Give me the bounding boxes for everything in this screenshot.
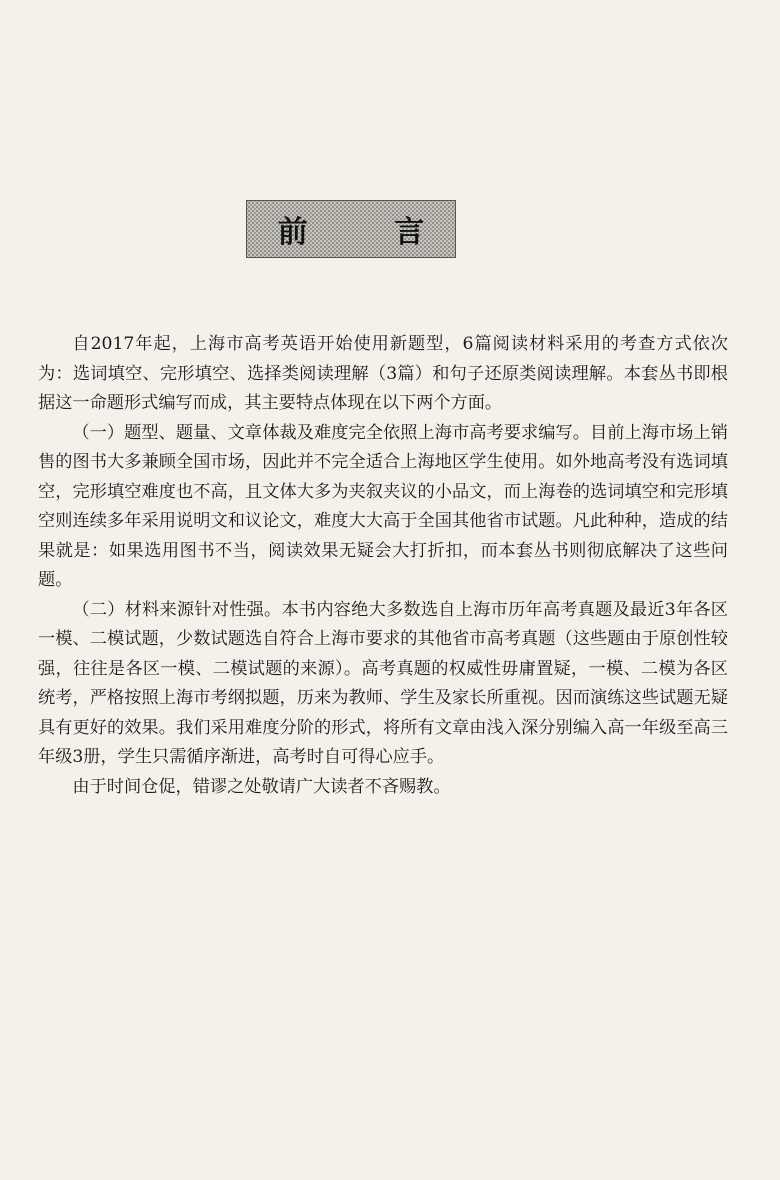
paragraph-intro: 自2017年起，上海市高考英语开始使用新题型，6篇阅读材料采用的考查方式依次为：选词填空、完形填空、选择类阅读理解（3篇）和句子还原类阅读理解。本套丛书即根据这一命题形式编写而成，其主要特点体现在以下两个方面。 xyxy=(38,334,728,413)
preface-body xyxy=(38,330,728,802)
paragraph-point-one: （一）题型、题量、文章体裁及难度完全依照上海市高考要求编写。目前上海市场上销售的图书大多兼顾全国市场，因此并不完全适合上海地区学生使用。如外地高考没有选词填空，完形填空难度也不高，且文体大多为夹叙夹议的小品文，而上海卷的选词填空和完形填空则连续多年采用说明文和议论文，难度大大高于全国其他省市试题。凡此种种，造成的结果就是：如果选用图书不当，阅读效果无疑会大打折扣，而本套丛书则彻底解决了这些问题。 xyxy=(38,422,728,590)
paragraph-closing: 由于时间仓促，错谬之处敬请广大读者不吝赐教。 xyxy=(72,776,451,797)
paragraph-point-two: （二）材料来源针对性强。本书内容绝大多数选自上海市历年高考真题及最近3年各区一模、二模试题，少数试题选自符合上海市要求的其他省市高考真题（这些题由于原创性较强，往往是各区一模、二模试题的来源）。高考真题的权威性毋庸置疑，一模、二模为各区统考，严格按照上海市考纲拟题，历来为教师、学生及家长所重视。因而演练这些试题无疑具有更好的效果。我们采用难度分阶的形式，将所有文章由浅入深分别编入高一年级至高三年级3册，学生只需循序渐进，高考时自可得心应手。 xyxy=(38,599,728,767)
page-title: 前 言 xyxy=(277,215,463,250)
title-banner xyxy=(246,200,463,258)
